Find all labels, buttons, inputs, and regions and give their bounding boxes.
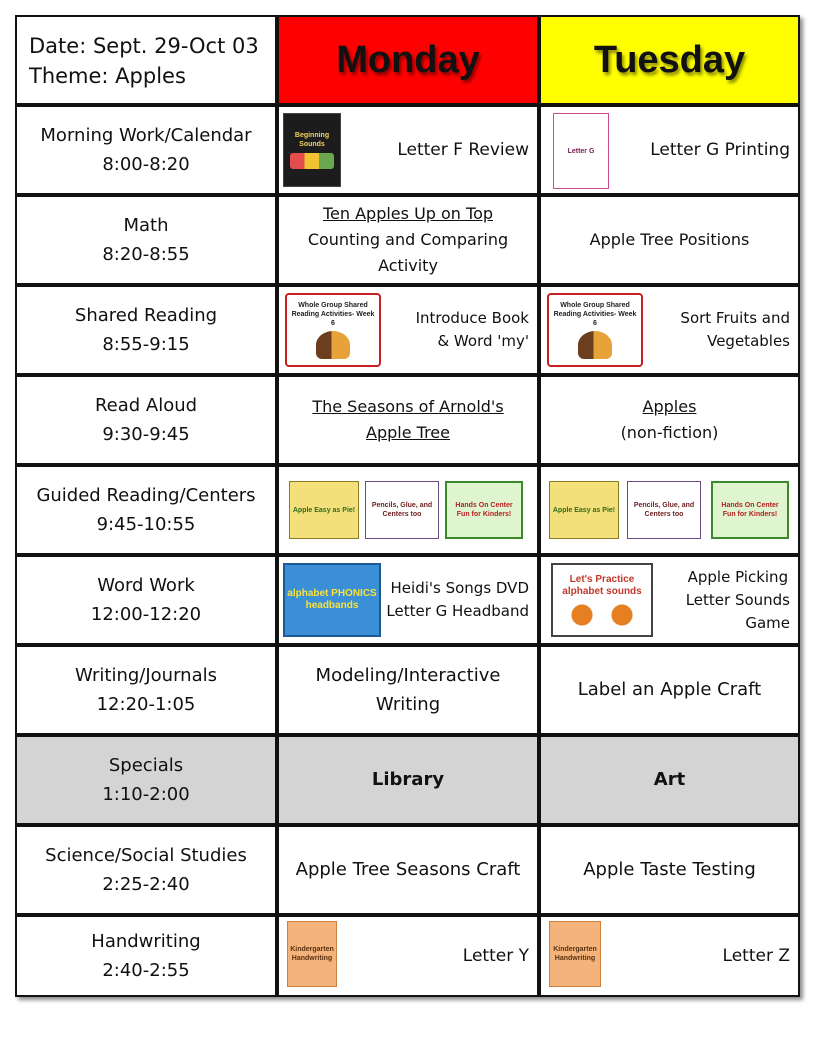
lesson-plan-table (15, 15, 800, 997)
book-genre: (non-fiction) (620, 423, 719, 442)
line-2: Letter Sounds (685, 590, 790, 609)
monday-writing (279, 647, 537, 733)
activity-text: Apple Tree Seasons Craft (295, 859, 521, 880)
reading-kids-illustration (316, 331, 350, 359)
activity-text: Modeling/Interactive Writing (315, 665, 501, 715)
monday-specials (279, 737, 537, 823)
date-theme-cell (17, 17, 275, 103)
letter-g-worksheet-image (553, 113, 609, 189)
row-label-specials (17, 737, 275, 823)
activity-text: Apple Taste Testing (583, 859, 756, 880)
tuesday-math (541, 197, 798, 283)
activity-text: Letter G Printing (650, 139, 790, 160)
time: 9:45-10:55 (96, 514, 196, 535)
time: 1:10-2:00 (102, 784, 190, 805)
subject: Science/Social Studies (45, 845, 247, 866)
tuesday-science (541, 827, 798, 913)
reading-kids-illustration (578, 331, 612, 359)
image-title: Apple Easy as Pie! (292, 506, 356, 514)
monday-guided-reading (279, 467, 537, 553)
monday-math (279, 197, 537, 283)
row-label-word-work (17, 557, 275, 643)
time: 8:00-8:20 (102, 154, 190, 175)
handwriting-book-image (549, 921, 601, 987)
line-1: Heidi's Songs DVD (390, 579, 529, 597)
row-label-shared-reading (17, 287, 275, 373)
tuesday-specials (541, 737, 798, 823)
row-label-guided-reading (17, 467, 275, 553)
tuesday-morning-work (541, 107, 798, 193)
image-title: Letter G (567, 147, 595, 155)
handwriting-book-image (287, 921, 337, 987)
subject: Guided Reading/Centers (36, 485, 256, 506)
monday-header (279, 17, 537, 103)
easy-as-pie-image (289, 481, 359, 539)
image-title: Hands On Center Fun for Kinders! (455, 502, 513, 518)
subject: Morning Work/Calendar (40, 125, 252, 146)
monday-header-label: Monday (336, 38, 480, 81)
book-title-line-1: The Seasons of Arnold's (312, 397, 504, 416)
activity-text (686, 557, 790, 643)
theme-text: Theme: Apples (29, 64, 186, 88)
activity-text (386, 557, 529, 643)
time: 8:20-8:55 (102, 244, 190, 265)
pencils-glue-centers-image (365, 481, 439, 539)
activity-text: Library (371, 769, 445, 790)
time: 2:40-2:55 (102, 960, 190, 981)
date-text: Date: Sept. 29-Oct 03 (29, 34, 259, 58)
subject: Math (123, 215, 169, 236)
beginning-sounds-image (283, 113, 341, 187)
subject: Handwriting (91, 931, 201, 952)
monday-handwriting (279, 917, 537, 995)
image-title: Kindergarten Handwriting (553, 946, 597, 962)
subject: Read Aloud (94, 395, 198, 416)
image-title: Pencils, Glue, and Centers too (371, 502, 433, 518)
monday-word-work (279, 557, 537, 643)
tuesday-shared-reading (541, 287, 798, 373)
activity-text (416, 287, 529, 373)
image-title: Hands On Center Fun for Kinders! (721, 502, 779, 518)
subject: Shared Reading (74, 305, 218, 326)
activity-text: Letter Y (462, 945, 529, 966)
hands-on-center-image (711, 481, 789, 539)
book-title: Apples (642, 397, 697, 416)
row-label-read-aloud (17, 377, 275, 463)
hands-on-center-image (445, 481, 523, 539)
monday-morning-work (279, 107, 537, 193)
line-1: Apple Picking (687, 567, 789, 586)
subject: Word Work (97, 575, 195, 596)
easy-as-pie-image (549, 481, 619, 539)
pencils-glue-centers-image (627, 481, 701, 539)
lets-practice-image (551, 563, 653, 637)
subject: Specials (108, 755, 184, 776)
time: 12:20-1:05 (96, 694, 196, 715)
book-title: Ten Apples Up on Top (322, 204, 494, 223)
image-title: alphabet PHONICS headbands (287, 588, 377, 611)
tuesday-header-label: Tuesday (593, 38, 746, 81)
monday-science (279, 827, 537, 913)
image-title: Whole Group Shared Reading Activities- Week 6 (291, 302, 375, 327)
tuesday-writing (541, 647, 798, 733)
kids-illustration (290, 153, 334, 169)
line-2: Letter G Headband (386, 602, 529, 620)
row-label-math (17, 197, 275, 283)
image-title: Apple Easy as Pie! (552, 506, 616, 514)
activity-text: Counting and Comparing Activity (307, 230, 509, 275)
shared-reading-image (547, 293, 643, 367)
time: 8:55-9:15 (102, 334, 190, 355)
tuesday-header (541, 17, 798, 103)
time: 2:25-2:40 (102, 874, 190, 895)
tuesday-handwriting (541, 917, 798, 995)
activity-text: Letter F Review (397, 139, 529, 160)
line-2: & Word 'my' (437, 332, 529, 350)
activity-text: Art (653, 769, 686, 790)
image-title: Beginning Sounds (294, 132, 330, 148)
monday-read-aloud (279, 377, 537, 463)
activity-text: Letter Z (722, 945, 790, 966)
time: 9:30-9:45 (102, 424, 190, 445)
tuesday-word-work (541, 557, 798, 643)
image-title: Pencils, Glue, and Centers too (633, 502, 695, 518)
book-title-line-2: Apple Tree (366, 423, 450, 442)
subject: Writing/Journals (75, 665, 217, 686)
tuesday-read-aloud (541, 377, 798, 463)
activity-text (680, 287, 790, 373)
shared-reading-image (285, 293, 381, 367)
monday-shared-reading (279, 287, 537, 373)
activity-text: Apple Tree Positions (589, 230, 750, 249)
row-label-science (17, 827, 275, 913)
image-title: Let's Practice alphabet sounds (562, 574, 642, 597)
line-1: Sort Fruits and (680, 309, 790, 327)
line-2: Vegetables (707, 332, 790, 350)
image-title: Kindergarten Handwriting (290, 946, 334, 962)
image-title: Whole Group Shared Reading Activities- Week 6 (553, 302, 637, 327)
phonics-headbands-image (283, 563, 381, 637)
time: 12:00-12:20 (90, 604, 202, 625)
activity-text: Label an Apple Craft (577, 679, 762, 700)
row-label-handwriting (17, 917, 275, 995)
pumpkin-illustration (562, 604, 642, 626)
row-label-writing (17, 647, 275, 733)
row-label-morning-work (17, 107, 275, 193)
line-1: Introduce Book (415, 309, 529, 327)
tuesday-guided-reading (541, 467, 798, 553)
line-3: Game (745, 613, 790, 632)
